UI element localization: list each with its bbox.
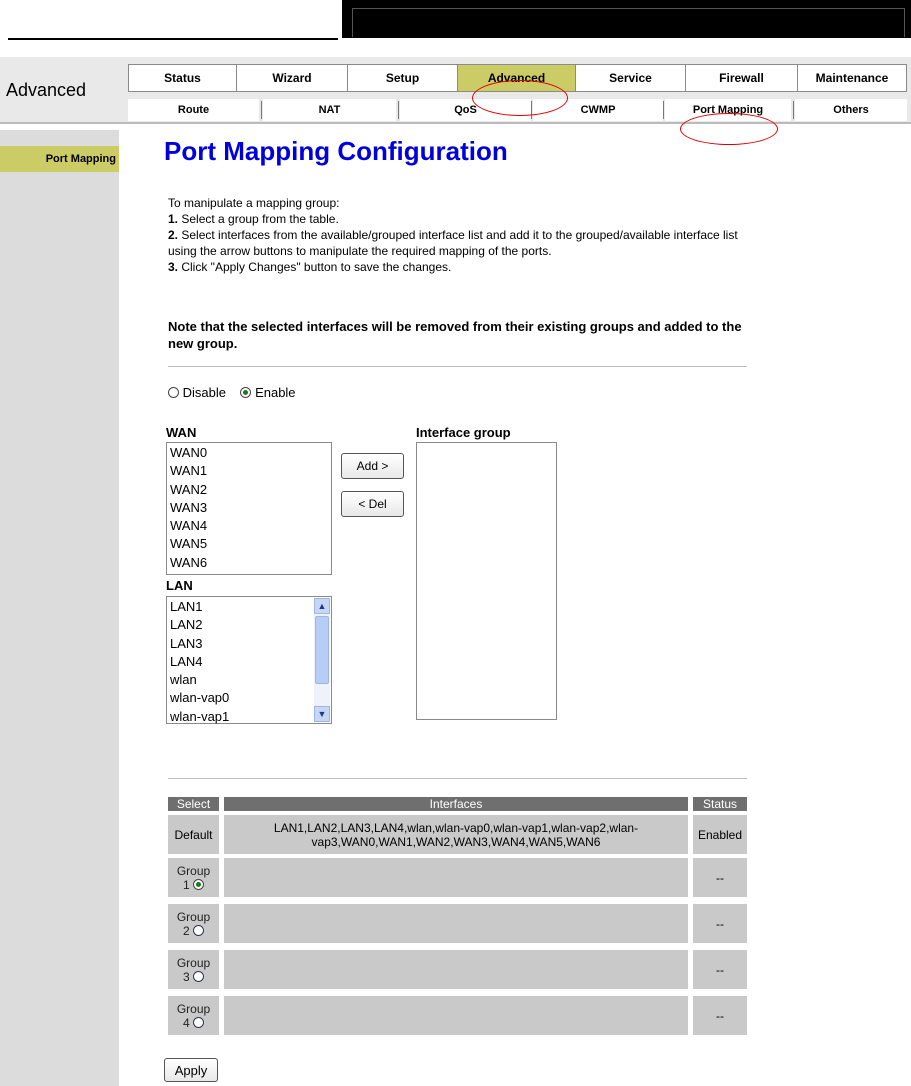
table-cell-interfaces [224,904,688,943]
scroll-thumb[interactable] [315,616,329,684]
list-item[interactable]: WAN5 [170,536,208,552]
list-item[interactable]: wlan-vap1 [170,708,230,724]
list-item[interactable]: LAN2 [170,617,203,633]
list-item[interactable]: WAN4 [170,518,208,534]
list-item[interactable]: WAN3 [170,499,208,515]
sidebar-item-port-mapping[interactable]: Port Mapping [0,146,119,172]
interface-group-listbox[interactable] [416,442,557,720]
table-cell-interfaces [224,950,688,989]
group-3-radio[interactable] [193,971,204,982]
wan-label: WAN [166,425,197,440]
section-title: Advanced [6,80,87,100]
apply-button[interactable]: Apply [164,1058,218,1082]
banner-frame [352,8,905,37]
table-header-interfaces: Interfaces [224,797,688,811]
instruction-step: 3. Click "Apply Changes" button to save the changes. [168,260,452,274]
subtab-nat[interactable]: NAT [263,99,396,121]
table-cell-status: -- [693,950,747,989]
table-cell-select: Default [168,815,219,854]
subtab-port-mapping[interactable]: Port Mapping [665,99,791,121]
add-button[interactable]: Add > [341,453,404,479]
subtab-divider [663,101,664,119]
subtab-qos[interactable]: QoS [400,99,531,121]
group-label: Group [176,955,211,970]
page-title: Port Mapping Configuration [164,136,508,166]
note-text: Note that the selected interfaces will be removed from their existing groups and added to the new group. [168,319,742,351]
chevron-down-icon[interactable]: ▼ [314,706,330,722]
table-cell-select [168,858,219,897]
subtab-route[interactable]: Route [128,99,259,121]
lan-scrollbar[interactable] [314,598,330,722]
annotation-ellipse-advanced [472,80,568,116]
tab-advanced[interactable]: Advanced [458,64,576,92]
table-cell-status: Enabled [693,815,747,854]
tab-service[interactable]: Service [576,64,686,92]
interface-group-label: Interface group [416,425,511,440]
table-cell-status: -- [693,996,747,1035]
table-header-select: Select [168,797,219,811]
list-item[interactable]: LAN1 [170,599,203,614]
subtab-others[interactable]: Others [795,99,907,121]
tab-wizard[interactable]: Wizard [237,64,348,92]
group-label: Group [176,909,211,924]
group-number: 3 [182,969,190,984]
tab-status[interactable]: Status [128,64,237,92]
group-1-radio[interactable] [193,879,204,890]
table-cell-status: -- [693,858,747,897]
banner-underline [8,38,338,40]
list-item[interactable]: wlan-vap0 [170,690,230,706]
annotation-ellipse-port-mapping [680,113,778,145]
instruction-step: 1. Select a group from the table. [168,212,339,226]
divider [168,778,747,779]
table-cell-status: -- [693,904,747,943]
list-item[interactable]: WAN2 [170,481,208,497]
group-2-radio[interactable] [193,925,204,936]
table-cell-interfaces [224,858,688,897]
instructions [168,195,748,275]
lan-listbox[interactable] [166,596,332,724]
table-cell-select [168,950,219,989]
table-header-status: Status [693,797,747,811]
instructions-intro: To manipulate a mapping group: [168,196,340,210]
disable-label: Disable [182,385,226,400]
subtab-cwmp[interactable]: CWMP [533,99,663,121]
table-cell-interfaces [224,996,688,1035]
chevron-up-icon[interactable]: ▲ [314,598,330,614]
subtab-divider [793,101,794,119]
enable-radio[interactable] [240,387,251,398]
table-cell-select [168,996,219,1035]
group-label: Group [176,1001,211,1016]
group-number: 2 [182,923,190,938]
del-button[interactable]: < Del [341,491,404,517]
list-item[interactable]: wlan [170,672,197,688]
table-cell-interfaces: LAN1,LAN2,LAN3,LAN4,wlan,wlan-vap0,wlan-vap1,wlan-vap2,wlan-vap3,WAN0,WAN1,WAN2,WAN3,WAN4,WAN5,WAN6 [224,815,688,854]
instruction-step: 2. Select interfaces from the available/grouped interface list and add it to the grouped/available interface list using the arrow buttons to manipulate the required mapping of the ports. [168,228,738,258]
table-cell-select [168,904,219,943]
enable-label: Enable [255,385,296,400]
group-label: Group [176,863,211,878]
list-item[interactable]: LAN4 [170,653,203,669]
wan-listbox[interactable] [166,442,332,575]
group-number: 1 [182,877,190,892]
disable-radio[interactable] [168,387,179,398]
tab-firewall[interactable]: Firewall [686,64,798,92]
lan-label: LAN [166,578,193,593]
subtab-divider [398,101,399,119]
group-number: 4 [182,1015,190,1030]
list-item[interactable]: WAN1 [170,463,208,479]
divider [168,366,747,367]
group-4-radio[interactable] [193,1017,204,1028]
sidebar [0,130,119,1086]
mode-selector [168,385,296,400]
tab-setup[interactable]: Setup [348,64,458,92]
list-item[interactable]: WAN0 [170,445,208,460]
list-item[interactable]: LAN3 [170,635,203,651]
subtab-divider [261,101,262,119]
list-item[interactable]: WAN6 [170,554,208,570]
tab-maintenance[interactable]: Maintenance [798,64,907,92]
